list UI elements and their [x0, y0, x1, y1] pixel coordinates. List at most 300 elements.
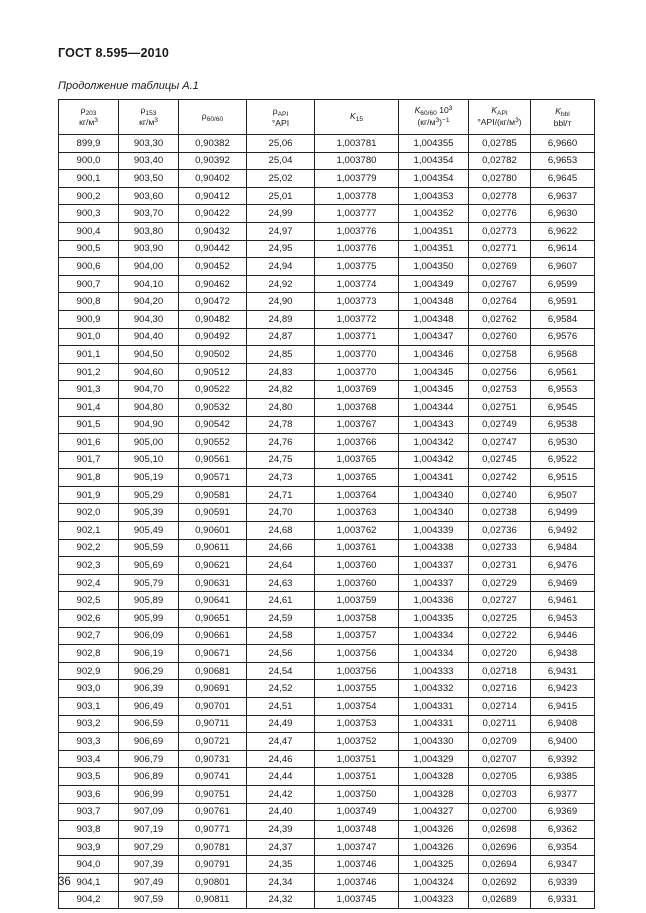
table-cell: 1,004332	[399, 680, 469, 698]
table-cell: 1,004353	[399, 187, 469, 205]
table-cell: 905,39	[119, 504, 179, 522]
table-cell: 906,69	[119, 733, 179, 751]
table-cell: 0,02733	[469, 539, 531, 557]
table-cell: 901,6	[59, 434, 119, 452]
table-cell: 0,02758	[469, 346, 531, 364]
table-cell: 24,46	[247, 750, 315, 768]
table-cell: 901,9	[59, 486, 119, 504]
table-row	[59, 821, 595, 839]
table-cell: 0,02764	[469, 293, 531, 311]
table-cell: 904,2	[59, 891, 119, 909]
table-cell: 1,004337	[399, 557, 469, 575]
table-cell: 0,02722	[469, 627, 531, 645]
table-row	[59, 504, 595, 522]
table-cell: 0,02731	[469, 557, 531, 575]
table-cell: 0,90741	[179, 768, 247, 786]
table-cell: 1,004342	[399, 434, 469, 452]
table-cell: 1,003765	[315, 469, 399, 487]
table-cell: 6,9369	[531, 803, 595, 821]
table-row	[59, 522, 595, 540]
table-cell: 903,3	[59, 733, 119, 751]
table-cell: 0,02696	[469, 838, 531, 856]
table-cell: 901,2	[59, 363, 119, 381]
table-cell: 0,90621	[179, 557, 247, 575]
table-cell: 906,49	[119, 698, 179, 716]
table-cell: 1,003749	[315, 803, 399, 821]
table-row	[59, 574, 595, 592]
table-cell: 0,02700	[469, 803, 531, 821]
table-cell: 1,003776	[315, 240, 399, 258]
table-cell: 902,6	[59, 610, 119, 628]
table-cell: 0,90601	[179, 522, 247, 540]
table-cell: 905,89	[119, 592, 179, 610]
table-row	[59, 258, 595, 276]
table-cell: 901,0	[59, 328, 119, 346]
table-cell: 1,004351	[399, 222, 469, 240]
table-cell: 0,90492	[179, 328, 247, 346]
table-cell: 1,004345	[399, 381, 469, 399]
table-row	[59, 856, 595, 874]
table-cell: 24,66	[247, 539, 315, 557]
table-cell: 1,004344	[399, 398, 469, 416]
table-cell: 1,003756	[315, 645, 399, 663]
table-row	[59, 662, 595, 680]
table-row	[59, 768, 595, 786]
header-kapi: $K_{API}$ $^\circ API/(кг/м^3)$	[469, 100, 531, 135]
table-cell: 24,94	[247, 258, 315, 276]
table-cell: 906,99	[119, 785, 179, 803]
header-row	[59, 100, 595, 135]
table-cell: 24,92	[247, 275, 315, 293]
table-cell: 0,90721	[179, 733, 247, 751]
table-cell: 902,0	[59, 504, 119, 522]
table-cell: 1,004354	[399, 152, 469, 170]
table-cell: 1,003775	[315, 258, 399, 276]
table-cell: 0,90462	[179, 275, 247, 293]
table-cell: 0,90611	[179, 539, 247, 557]
table-cell: 24,87	[247, 328, 315, 346]
table-cell: 0,90412	[179, 187, 247, 205]
table-cell: 6,9484	[531, 539, 595, 557]
table-cell: 24,51	[247, 698, 315, 716]
table-row	[59, 170, 595, 188]
table-cell: 1,003745	[315, 891, 399, 909]
table-cell: 1,004331	[399, 715, 469, 733]
table-cell: 905,99	[119, 610, 179, 628]
table-cell: 24,78	[247, 416, 315, 434]
table-row	[59, 610, 595, 628]
table-cell: 1,003746	[315, 873, 399, 891]
table-cell: 1,004352	[399, 205, 469, 223]
table-cell: 24,99	[247, 205, 315, 223]
table-cell: 906,39	[119, 680, 179, 698]
table-cell: 1,003760	[315, 574, 399, 592]
table-cell: 24,85	[247, 346, 315, 364]
table-cell: 24,32	[247, 891, 315, 909]
table-cell: 905,19	[119, 469, 179, 487]
table-cell: 0,90392	[179, 152, 247, 170]
table-row	[59, 346, 595, 364]
table-cell: 903,70	[119, 205, 179, 223]
table-cell: 1,004338	[399, 539, 469, 557]
table-cell: 6,9614	[531, 240, 595, 258]
table-cell: 901,1	[59, 346, 119, 364]
table-cell: 1,004337	[399, 574, 469, 592]
table-cell: 6,9568	[531, 346, 595, 364]
table-cell: 0,90681	[179, 662, 247, 680]
table-cell: 6,9392	[531, 750, 595, 768]
table-cell: 0,90472	[179, 293, 247, 311]
table-cell: 903,6	[59, 785, 119, 803]
table-cell: 904,60	[119, 363, 179, 381]
table-cell: 0,02718	[469, 662, 531, 680]
density-table	[58, 99, 595, 909]
table-cell: 905,29	[119, 486, 179, 504]
page-number: 36	[58, 876, 71, 888]
table-cell: 0,90532	[179, 398, 247, 416]
table-row	[59, 873, 595, 891]
table-cell: 1,004333	[399, 662, 469, 680]
table-cell: 6,9637	[531, 187, 595, 205]
table-cell: 1,003754	[315, 698, 399, 716]
table-cell: 0,90691	[179, 680, 247, 698]
table-cell: 905,49	[119, 522, 179, 540]
table-cell: 1,003751	[315, 768, 399, 786]
table-cell: 901,5	[59, 416, 119, 434]
table-cell: 25,01	[247, 187, 315, 205]
table-cell: 0,90631	[179, 574, 247, 592]
table-cell: 906,09	[119, 627, 179, 645]
table-cell: 1,003778	[315, 187, 399, 205]
table-cell: 0,90751	[179, 785, 247, 803]
table-cell: 902,7	[59, 627, 119, 645]
table-cell: 1,004346	[399, 346, 469, 364]
table-cell: 1,003771	[315, 328, 399, 346]
header-kbbl: $K_{bbl}$ bbl/т	[531, 100, 595, 135]
table-body	[59, 135, 595, 909]
table-cell: 0,02736	[469, 522, 531, 540]
table-cell: 0,02705	[469, 768, 531, 786]
table-cell: 6,9385	[531, 768, 595, 786]
table-cell: 0,02778	[469, 187, 531, 205]
table-cell: 906,79	[119, 750, 179, 768]
table-cell: 906,19	[119, 645, 179, 663]
table-cell: 903,80	[119, 222, 179, 240]
table-cell: 6,9545	[531, 398, 595, 416]
table-cell: 1,003761	[315, 539, 399, 557]
table-cell: 905,10	[119, 451, 179, 469]
table-cell: 0,02782	[469, 152, 531, 170]
table-cell: 24,73	[247, 469, 315, 487]
table-row	[59, 557, 595, 575]
table-cell: 0,02698	[469, 821, 531, 839]
table-cell: 0,02749	[469, 416, 531, 434]
table-cell: 0,02785	[469, 135, 531, 153]
table-row	[59, 381, 595, 399]
table-row	[59, 135, 595, 153]
table-cell: 6,9423	[531, 680, 595, 698]
table-cell: 1,003769	[315, 381, 399, 399]
table-row	[59, 222, 595, 240]
table-cell: 6,9599	[531, 275, 595, 293]
table-row	[59, 750, 595, 768]
table-row	[59, 785, 595, 803]
table-cell: 0,02756	[469, 363, 531, 381]
table-cell: 900,3	[59, 205, 119, 223]
table-caption: Продолжение таблицы А.1	[58, 80, 199, 92]
table-cell: 1,003758	[315, 610, 399, 628]
table-row	[59, 205, 595, 223]
table-cell: 0,90801	[179, 873, 247, 891]
table-cell: 904,40	[119, 328, 179, 346]
table-row	[59, 275, 595, 293]
header-k15: $K_{15}$	[315, 100, 399, 135]
table-cell: 906,29	[119, 662, 179, 680]
table-cell: 907,39	[119, 856, 179, 874]
table-cell: 0,02692	[469, 873, 531, 891]
table-cell: 904,1	[59, 873, 119, 891]
table-cell: 0,90561	[179, 451, 247, 469]
table-cell: 6,9331	[531, 891, 595, 909]
table-cell: 1,004340	[399, 504, 469, 522]
table-cell: 0,02694	[469, 856, 531, 874]
table-cell: 24,47	[247, 733, 315, 751]
table-row	[59, 469, 595, 487]
table-cell: 0,02727	[469, 592, 531, 610]
table-row	[59, 592, 595, 610]
table-row	[59, 627, 595, 645]
table-cell: 0,90432	[179, 222, 247, 240]
table-cell: 24,82	[247, 381, 315, 399]
table-cell: 24,59	[247, 610, 315, 628]
table-cell: 6,9553	[531, 381, 595, 399]
table-cell: 6,9476	[531, 557, 595, 575]
table-cell: 0,90452	[179, 258, 247, 276]
table-row	[59, 293, 595, 311]
table-cell: 905,79	[119, 574, 179, 592]
table-cell: 1,003770	[315, 363, 399, 381]
table-cell: 904,0	[59, 856, 119, 874]
table-cell: 6,9584	[531, 310, 595, 328]
table-cell: 900,8	[59, 293, 119, 311]
table-cell: 0,90591	[179, 504, 247, 522]
table-cell: 905,00	[119, 434, 179, 452]
table-cell: 903,9	[59, 838, 119, 856]
table-cell: 1,004327	[399, 803, 469, 821]
table-cell: 902,8	[59, 645, 119, 663]
table-row	[59, 680, 595, 698]
table-cell: 0,02720	[469, 645, 531, 663]
table-cell: 0,90502	[179, 346, 247, 364]
table-row	[59, 698, 595, 716]
table-cell: 0,02689	[469, 891, 531, 909]
table-cell: 0,90422	[179, 205, 247, 223]
table-cell: 24,80	[247, 398, 315, 416]
table-row	[59, 434, 595, 452]
table-row	[59, 645, 595, 663]
table-cell: 6,9408	[531, 715, 595, 733]
table-cell: 1,004323	[399, 891, 469, 909]
table-cell: 0,02751	[469, 398, 531, 416]
table-cell: 903,8	[59, 821, 119, 839]
table-cell: 6,9492	[531, 522, 595, 540]
table-cell: 6,9507	[531, 486, 595, 504]
header-k6060: $K_{60/60}$ $10^3$ $(кг/м^3)^{-1}$	[399, 100, 469, 135]
header-rhoapi: $\rho_{API}$ °API	[247, 100, 315, 135]
table-cell: 0,02776	[469, 205, 531, 223]
table-cell: 6,9354	[531, 838, 595, 856]
table-cell: 0,90761	[179, 803, 247, 821]
table-cell: 903,0	[59, 680, 119, 698]
table-cell: 1,004331	[399, 698, 469, 716]
table-cell: 1,003756	[315, 662, 399, 680]
table-cell: 25,06	[247, 135, 315, 153]
table-cell: 903,60	[119, 187, 179, 205]
table-cell: 1,003772	[315, 310, 399, 328]
table-cell: 1,003780	[315, 152, 399, 170]
table-cell: 0,90542	[179, 416, 247, 434]
table-cell: 1,004342	[399, 451, 469, 469]
table-cell: 0,90522	[179, 381, 247, 399]
table-cell: 0,90711	[179, 715, 247, 733]
table-row	[59, 310, 595, 328]
table-cell: 24,40	[247, 803, 315, 821]
table-cell: 6,9607	[531, 258, 595, 276]
table-cell: 900,4	[59, 222, 119, 240]
table-cell: 903,40	[119, 152, 179, 170]
table-row	[59, 187, 595, 205]
table-cell: 1,003750	[315, 785, 399, 803]
table-cell: 1,004325	[399, 856, 469, 874]
table-cell: 6,9453	[531, 610, 595, 628]
table-cell: 0,02753	[469, 381, 531, 399]
table-cell: 1,003752	[315, 733, 399, 751]
table-row	[59, 733, 595, 751]
table-cell: 0,90811	[179, 891, 247, 909]
table-cell: 1,003753	[315, 715, 399, 733]
table-cell: 6,9576	[531, 328, 595, 346]
table-cell: 24,71	[247, 486, 315, 504]
table-cell: 0,02780	[469, 170, 531, 188]
table-cell: 906,59	[119, 715, 179, 733]
table-cell: 6,9499	[531, 504, 595, 522]
table-cell: 6,9431	[531, 662, 595, 680]
table-cell: 1,003755	[315, 680, 399, 698]
table-cell: 24,89	[247, 310, 315, 328]
table-row	[59, 363, 595, 381]
table-cell: 1,004354	[399, 170, 469, 188]
table-cell: 0,02738	[469, 504, 531, 522]
table-cell: 0,90442	[179, 240, 247, 258]
table-cell: 903,4	[59, 750, 119, 768]
table-cell: 901,3	[59, 381, 119, 399]
table-row	[59, 152, 595, 170]
table-row	[59, 539, 595, 557]
table-cell: 0,90671	[179, 645, 247, 663]
table-cell: 24,54	[247, 662, 315, 680]
table-cell: 1,004328	[399, 785, 469, 803]
table-cell: 24,97	[247, 222, 315, 240]
table-cell: 24,37	[247, 838, 315, 856]
table-cell: 24,90	[247, 293, 315, 311]
table-cell: 903,30	[119, 135, 179, 153]
table-row	[59, 416, 595, 434]
table-cell: 1,003768	[315, 398, 399, 416]
table-cell: 0,90731	[179, 750, 247, 768]
table-row	[59, 838, 595, 856]
table-cell: 0,90552	[179, 434, 247, 452]
table-cell: 903,2	[59, 715, 119, 733]
table-cell: 902,9	[59, 662, 119, 680]
table-cell: 6,9645	[531, 170, 595, 188]
table-cell: 24,58	[247, 627, 315, 645]
table-cell: 6,9515	[531, 469, 595, 487]
table-cell: 0,02760	[469, 328, 531, 346]
table-cell: 24,95	[247, 240, 315, 258]
table-cell: 902,3	[59, 557, 119, 575]
table-cell: 900,2	[59, 187, 119, 205]
table-cell: 903,1	[59, 698, 119, 716]
table-cell: 1,003764	[315, 486, 399, 504]
table-cell: 6,9622	[531, 222, 595, 240]
table-cell: 0,90771	[179, 821, 247, 839]
table-cell: 24,39	[247, 821, 315, 839]
table-cell: 1,004348	[399, 293, 469, 311]
table-cell: 0,90791	[179, 856, 247, 874]
table-cell: 25,04	[247, 152, 315, 170]
table-cell: 1,003767	[315, 416, 399, 434]
table-cell: 901,8	[59, 469, 119, 487]
table-cell: 1,003759	[315, 592, 399, 610]
table-cell: 1,003773	[315, 293, 399, 311]
table-cell: 24,63	[247, 574, 315, 592]
table-cell: 0,90581	[179, 486, 247, 504]
table-cell: 24,35	[247, 856, 315, 874]
table-cell: 24,34	[247, 873, 315, 891]
table-cell: 1,003757	[315, 627, 399, 645]
table-cell: 1,004336	[399, 592, 469, 610]
table-cell: 6,9347	[531, 856, 595, 874]
table-cell: 904,70	[119, 381, 179, 399]
table-cell: 1,004347	[399, 328, 469, 346]
table-cell: 904,00	[119, 258, 179, 276]
table-cell: 6,9561	[531, 363, 595, 381]
table-cell: 907,59	[119, 891, 179, 909]
table-cell: 1,004326	[399, 838, 469, 856]
table-cell: 24,68	[247, 522, 315, 540]
table-cell: 902,4	[59, 574, 119, 592]
table-cell: 1,003760	[315, 557, 399, 575]
table-cell: 901,7	[59, 451, 119, 469]
table-cell: 904,30	[119, 310, 179, 328]
table-cell: 1,003777	[315, 205, 399, 223]
table-cell: 1,004355	[399, 135, 469, 153]
table-cell: 0,90382	[179, 135, 247, 153]
table-cell: 1,004349	[399, 275, 469, 293]
table-cell: 0,90661	[179, 627, 247, 645]
table-cell: 1,003781	[315, 135, 399, 153]
table-cell: 6,9446	[531, 627, 595, 645]
table-cell: 24,64	[247, 557, 315, 575]
table-cell: 0,02711	[469, 715, 531, 733]
table-cell: 24,52	[247, 680, 315, 698]
table-cell: 24,70	[247, 504, 315, 522]
table-cell: 906,89	[119, 768, 179, 786]
document-code: ГОСТ 8.595—2010	[58, 46, 170, 60]
table-cell: 0,90482	[179, 310, 247, 328]
table-cell: 24,61	[247, 592, 315, 610]
table-row	[59, 891, 595, 909]
